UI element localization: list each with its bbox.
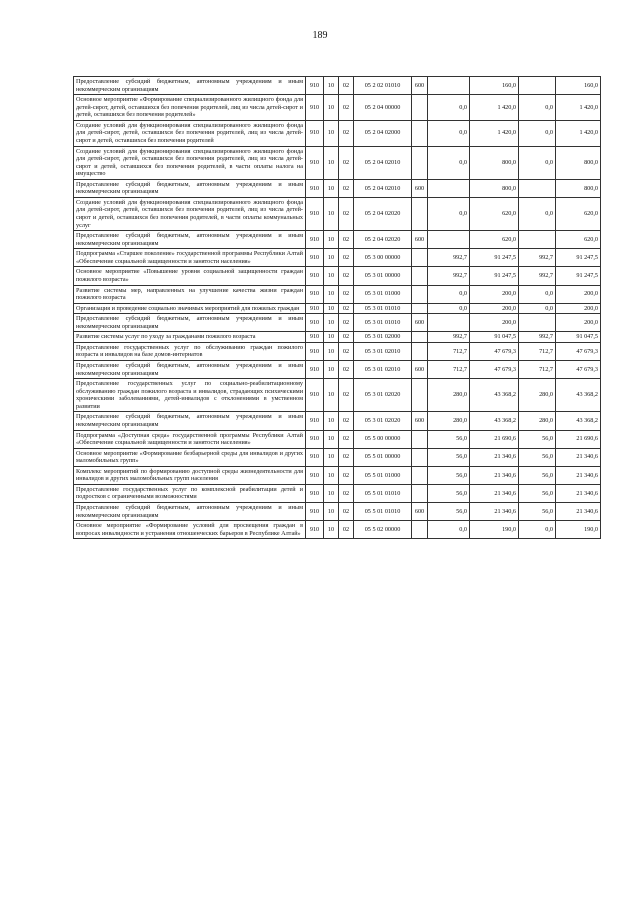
cell-amount-2: 160,0 — [470, 77, 519, 95]
cell-grbs: 910 — [306, 379, 324, 412]
row-name: Предоставление субсидий бюджетным, автономным учреждениям и иным некоммерческим организациям — [74, 179, 306, 197]
cell-expense-type — [412, 466, 428, 484]
row-name: Предоставление субсидий бюджетным, автономным учреждениям и иным некоммерческим организациям — [74, 77, 306, 95]
cell-subsection: 02 — [339, 95, 354, 121]
cell-grbs: 910 — [306, 314, 324, 332]
cell-target-article: 05 3 00 00000 — [354, 249, 412, 267]
cell-target-article: 05 3 01 02010 — [354, 342, 412, 360]
table-row — [74, 314, 601, 332]
cell-subsection: 02 — [339, 77, 354, 95]
table-row — [74, 412, 601, 430]
row-name: Организация и проведение социально значимых мероприятий для пожилых граждан — [74, 303, 306, 314]
cell-amount-2: 200,0 — [470, 314, 519, 332]
cell-amount-1: 280,0 — [428, 379, 470, 412]
cell-amount-4: 21 340,6 — [556, 484, 601, 502]
cell-amount-2: 21 340,6 — [470, 484, 519, 502]
cell-section: 10 — [324, 448, 339, 466]
cell-target-article: 05 3 01 02000 — [354, 332, 412, 343]
table-row — [74, 342, 601, 360]
cell-amount-2: 800,0 — [470, 179, 519, 197]
cell-grbs: 910 — [306, 342, 324, 360]
cell-section: 10 — [324, 521, 339, 539]
cell-amount-3: 280,0 — [519, 412, 556, 430]
cell-grbs: 910 — [306, 521, 324, 539]
cell-grbs: 910 — [306, 77, 324, 95]
cell-amount-3: 0,0 — [519, 285, 556, 303]
cell-amount-3: 992,7 — [519, 267, 556, 285]
cell-amount-1: 712,7 — [428, 361, 470, 379]
cell-amount-2: 91 247,5 — [470, 267, 519, 285]
cell-amount-3 — [519, 179, 556, 197]
cell-amount-1: 992,7 — [428, 332, 470, 343]
cell-amount-3: 56,0 — [519, 503, 556, 521]
cell-amount-1 — [428, 231, 470, 249]
table-row — [74, 379, 601, 412]
cell-amount-2: 620,0 — [470, 197, 519, 230]
cell-expense-type: 600 — [412, 314, 428, 332]
row-name: Создание условий для функционирования специализированного жилищного фонда для детей-сирот, детей, оставшихся без попечения родителей, лиц из числа детей-сирот и детей, оставшихся без попечения родителей, в части оплаты коммунальных услуг — [74, 197, 306, 230]
row-name: Основное мероприятие «Формирование условий для просвещения граждан в вопросах инвалидности и устранения отношенческих барьеров в Республике Алтай» — [74, 521, 306, 539]
cell-subsection: 02 — [339, 285, 354, 303]
cell-expense-type — [412, 285, 428, 303]
cell-section: 10 — [324, 249, 339, 267]
cell-grbs: 910 — [306, 361, 324, 379]
cell-amount-3: 712,7 — [519, 342, 556, 360]
cell-target-article: 05 3 01 00000 — [354, 267, 412, 285]
cell-grbs: 910 — [306, 448, 324, 466]
cell-amount-4: 200,0 — [556, 314, 601, 332]
cell-amount-1: 712,7 — [428, 342, 470, 360]
cell-expense-type: 600 — [412, 412, 428, 430]
cell-amount-3: 712,7 — [519, 361, 556, 379]
cell-subsection: 02 — [339, 484, 354, 502]
cell-grbs: 910 — [306, 249, 324, 267]
page-number: 189 — [312, 30, 328, 41]
cell-amount-1: 56,0 — [428, 484, 470, 502]
cell-amount-1: 0,0 — [428, 146, 470, 179]
row-name: Создание условий для функционирования специализированного жилищного фонда для детей-сирот, детей, оставшихся без попечения родителей, лиц из числа детей-сирот и детей, оставшихся без попечения родителей, в части оплаты налога на имущество — [74, 146, 306, 179]
cell-expense-type: 600 — [412, 231, 428, 249]
cell-expense-type — [412, 249, 428, 267]
cell-amount-4: 21 340,6 — [556, 448, 601, 466]
cell-amount-4: 91 247,5 — [556, 249, 601, 267]
row-name: Предоставление субсидий бюджетным, автономным учреждениям и иным некоммерческим организациям — [74, 314, 306, 332]
cell-target-article: 05 3 01 01010 — [354, 303, 412, 314]
cell-amount-4: 200,0 — [556, 303, 601, 314]
cell-target-article: 05 5 01 01010 — [354, 503, 412, 521]
row-name: Предоставление субсидий бюджетным, автономным учреждениям и иным некоммерческим организациям — [74, 361, 306, 379]
cell-target-article: 05 2 04 02010 — [354, 146, 412, 179]
cell-amount-3: 0,0 — [519, 146, 556, 179]
cell-amount-3 — [519, 77, 556, 95]
cell-section: 10 — [324, 285, 339, 303]
cell-subsection: 02 — [339, 521, 354, 539]
cell-subsection: 02 — [339, 314, 354, 332]
cell-amount-4: 620,0 — [556, 231, 601, 249]
cell-subsection: 02 — [339, 197, 354, 230]
cell-grbs: 910 — [306, 231, 324, 249]
cell-target-article: 05 3 01 01000 — [354, 285, 412, 303]
cell-grbs: 910 — [306, 267, 324, 285]
cell-grbs: 910 — [306, 197, 324, 230]
cell-amount-4: 47 679,3 — [556, 342, 601, 360]
cell-section: 10 — [324, 231, 339, 249]
cell-amount-1: 0,0 — [428, 303, 470, 314]
row-name: Предоставление государственных услуг по социально-реабилитационному обслуживанию граждан пожилого возраста и инвалидов, страдающих психическими хроническими заболеваниями, детей-инвалидов с отклонениями в умственном развитии — [74, 379, 306, 412]
table-row — [74, 285, 601, 303]
cell-expense-type — [412, 197, 428, 230]
cell-amount-2: 200,0 — [470, 303, 519, 314]
table-row — [74, 430, 601, 448]
cell-amount-3 — [519, 314, 556, 332]
cell-section: 10 — [324, 314, 339, 332]
cell-amount-2: 91 247,5 — [470, 249, 519, 267]
cell-expense-type — [412, 267, 428, 285]
cell-grbs: 910 — [306, 303, 324, 314]
cell-grbs: 910 — [306, 120, 324, 146]
cell-expense-type — [412, 484, 428, 502]
cell-amount-2: 1 420,0 — [470, 95, 519, 121]
cell-subsection: 02 — [339, 503, 354, 521]
cell-section: 10 — [324, 503, 339, 521]
cell-target-article: 05 2 04 02000 — [354, 120, 412, 146]
cell-amount-2: 43 368,2 — [470, 379, 519, 412]
table-row — [74, 77, 601, 95]
cell-amount-2: 800,0 — [470, 146, 519, 179]
cell-target-article: 05 2 04 02020 — [354, 231, 412, 249]
cell-subsection: 02 — [339, 448, 354, 466]
cell-target-article: 05 2 04 02020 — [354, 197, 412, 230]
cell-expense-type: 600 — [412, 179, 428, 197]
cell-subsection: 02 — [339, 361, 354, 379]
cell-target-article: 05 5 01 01000 — [354, 466, 412, 484]
cell-section: 10 — [324, 412, 339, 430]
cell-subsection: 02 — [339, 379, 354, 412]
row-name: Предоставление субсидий бюджетным, автономным учреждениям и иным некоммерческим организациям — [74, 412, 306, 430]
cell-target-article: 05 2 02 01010 — [354, 77, 412, 95]
cell-subsection: 02 — [339, 412, 354, 430]
table-row — [74, 521, 601, 539]
cell-section: 10 — [324, 95, 339, 121]
cell-amount-1: 0,0 — [428, 285, 470, 303]
cell-section: 10 — [324, 146, 339, 179]
cell-section: 10 — [324, 332, 339, 343]
cell-amount-1 — [428, 314, 470, 332]
table-row — [74, 466, 601, 484]
cell-section: 10 — [324, 197, 339, 230]
cell-amount-3: 56,0 — [519, 484, 556, 502]
cell-target-article: 05 5 00 00000 — [354, 430, 412, 448]
table-row — [74, 484, 601, 502]
cell-subsection: 02 — [339, 231, 354, 249]
cell-amount-4: 200,0 — [556, 285, 601, 303]
cell-amount-4: 190,0 — [556, 521, 601, 539]
table-row — [74, 332, 601, 343]
cell-amount-1: 0,0 — [428, 197, 470, 230]
row-name: Основное мероприятие «Формирование безбарьерной среды для инвалидов и других маломобильных групп» — [74, 448, 306, 466]
cell-amount-1: 280,0 — [428, 412, 470, 430]
table-row — [74, 303, 601, 314]
cell-grbs: 910 — [306, 146, 324, 179]
cell-amount-4: 43 368,2 — [556, 379, 601, 412]
table-row — [74, 267, 601, 285]
budget-table — [73, 76, 601, 539]
cell-subsection: 02 — [339, 179, 354, 197]
cell-section: 10 — [324, 267, 339, 285]
row-name: Предоставление государственных услуг по комплексной реабилитации детей и подростков с ограниченными возможностями — [74, 484, 306, 502]
cell-target-article: 05 3 01 02010 — [354, 361, 412, 379]
cell-expense-type — [412, 95, 428, 121]
cell-target-article: 05 3 01 02020 — [354, 412, 412, 430]
cell-amount-1: 56,0 — [428, 430, 470, 448]
cell-amount-3: 0,0 — [519, 303, 556, 314]
cell-amount-2: 47 679,3 — [470, 342, 519, 360]
table-row — [74, 197, 601, 230]
cell-amount-4: 1 420,0 — [556, 120, 601, 146]
cell-expense-type — [412, 342, 428, 360]
cell-amount-2: 43 368,2 — [470, 412, 519, 430]
cell-subsection: 02 — [339, 332, 354, 343]
row-name: Развитие системы мер, направленных на улучшение качества жизни граждан пожилого возраста — [74, 285, 306, 303]
cell-amount-1: 0,0 — [428, 521, 470, 539]
cell-amount-3: 280,0 — [519, 379, 556, 412]
cell-subsection: 02 — [339, 466, 354, 484]
cell-amount-3: 56,0 — [519, 430, 556, 448]
cell-amount-1: 56,0 — [428, 448, 470, 466]
cell-grbs: 910 — [306, 412, 324, 430]
cell-amount-4: 21 690,6 — [556, 430, 601, 448]
cell-expense-type — [412, 379, 428, 412]
cell-expense-type — [412, 448, 428, 466]
cell-amount-4: 43 368,2 — [556, 412, 601, 430]
cell-grbs: 910 — [306, 332, 324, 343]
cell-target-article: 05 3 01 01010 — [354, 314, 412, 332]
cell-subsection: 02 — [339, 267, 354, 285]
cell-amount-2: 21 690,6 — [470, 430, 519, 448]
cell-section: 10 — [324, 120, 339, 146]
table-row — [74, 95, 601, 121]
cell-target-article: 05 5 01 00000 — [354, 448, 412, 466]
cell-amount-3: 0,0 — [519, 95, 556, 121]
cell-amount-1: 56,0 — [428, 466, 470, 484]
cell-grbs: 910 — [306, 430, 324, 448]
cell-amount-2: 620,0 — [470, 231, 519, 249]
cell-amount-1: 0,0 — [428, 95, 470, 121]
cell-amount-3: 0,0 — [519, 197, 556, 230]
cell-amount-2: 1 420,0 — [470, 120, 519, 146]
row-name: Предоставление субсидий бюджетным, автономным учреждениям и иным некоммерческим организациям — [74, 231, 306, 249]
cell-expense-type — [412, 521, 428, 539]
cell-expense-type — [412, 430, 428, 448]
table-row — [74, 448, 601, 466]
cell-amount-3: 992,7 — [519, 332, 556, 343]
cell-target-article: 05 3 01 02020 — [354, 379, 412, 412]
cell-amount-3 — [519, 231, 556, 249]
cell-amount-3: 56,0 — [519, 466, 556, 484]
row-name: Комплекс мероприятий по формированию доступной среды жизнедеятельности для инвалидов и других маломобильных групп населения — [74, 466, 306, 484]
cell-amount-4: 1 420,0 — [556, 95, 601, 121]
cell-amount-4: 620,0 — [556, 197, 601, 230]
row-name: Подпрограмма «Доступная среда» государственной программы Республики Алтай «Обеспечение социальной защищенности и занятости населения» — [74, 430, 306, 448]
cell-subsection: 02 — [339, 120, 354, 146]
cell-target-article: 05 5 02 00000 — [354, 521, 412, 539]
row-name: Основное мероприятие «Формирование специализированного жилищного фонда для детей-сирот, детей, оставшихся без попечения родителей, лиц из числа детей-сирот и детей, оставшихся без попечения родителей» — [74, 95, 306, 121]
cell-amount-3: 56,0 — [519, 448, 556, 466]
cell-section: 10 — [324, 342, 339, 360]
cell-amount-3: 0,0 — [519, 521, 556, 539]
cell-amount-2: 21 340,6 — [470, 466, 519, 484]
cell-amount-2: 21 340,6 — [470, 503, 519, 521]
cell-expense-type: 600 — [412, 361, 428, 379]
cell-grbs: 910 — [306, 484, 324, 502]
cell-expense-type: 600 — [412, 77, 428, 95]
table-row — [74, 231, 601, 249]
cell-amount-3: 0,0 — [519, 120, 556, 146]
cell-amount-2: 21 340,6 — [470, 448, 519, 466]
cell-grbs: 910 — [306, 95, 324, 121]
cell-expense-type: 600 — [412, 503, 428, 521]
cell-subsection: 02 — [339, 342, 354, 360]
cell-section: 10 — [324, 466, 339, 484]
row-name: Подпрограмма «Старшее поколение» государственной программы Республики Алтай «Обеспечение социальной защищенности и занятости населения» — [74, 249, 306, 267]
cell-section: 10 — [324, 379, 339, 412]
cell-amount-1: 56,0 — [428, 503, 470, 521]
cell-expense-type — [412, 120, 428, 146]
table-row — [74, 179, 601, 197]
cell-subsection: 02 — [339, 146, 354, 179]
cell-grbs: 910 — [306, 466, 324, 484]
table-row — [74, 249, 601, 267]
cell-amount-2: 47 679,3 — [470, 361, 519, 379]
cell-target-article: 05 2 04 00000 — [354, 95, 412, 121]
cell-amount-4: 21 340,6 — [556, 466, 601, 484]
row-name: Предоставление государственных услуг по обслуживанию граждан пожилого возраста и инвалидов на базе домов-интернатов — [74, 342, 306, 360]
cell-section: 10 — [324, 430, 339, 448]
cell-section: 10 — [324, 77, 339, 95]
row-name: Основное мероприятие «Повышение уровня социальной защищенности граждан пожилого возраста» — [74, 267, 306, 285]
cell-amount-1: 992,7 — [428, 267, 470, 285]
cell-target-article: 05 2 04 02010 — [354, 179, 412, 197]
table-row — [74, 503, 601, 521]
cell-amount-4: 47 679,3 — [556, 361, 601, 379]
cell-subsection: 02 — [339, 430, 354, 448]
cell-expense-type — [412, 332, 428, 343]
cell-amount-4: 21 340,6 — [556, 503, 601, 521]
cell-amount-4: 91 047,5 — [556, 332, 601, 343]
cell-amount-2: 190,0 — [470, 521, 519, 539]
cell-amount-1 — [428, 77, 470, 95]
table-row — [74, 120, 601, 146]
cell-amount-2: 200,0 — [470, 285, 519, 303]
row-name: Предоставление субсидий бюджетным, автономным учреждениям и иным некоммерческим организациям — [74, 503, 306, 521]
cell-amount-1: 992,7 — [428, 249, 470, 267]
cell-amount-4: 160,0 — [556, 77, 601, 95]
cell-amount-3: 992,7 — [519, 249, 556, 267]
cell-amount-1: 0,0 — [428, 120, 470, 146]
table-row — [74, 146, 601, 179]
cell-section: 10 — [324, 179, 339, 197]
cell-subsection: 02 — [339, 249, 354, 267]
cell-amount-1 — [428, 179, 470, 197]
cell-section: 10 — [324, 303, 339, 314]
cell-amount-4: 800,0 — [556, 146, 601, 179]
cell-section: 10 — [324, 361, 339, 379]
cell-subsection: 02 — [339, 303, 354, 314]
table-row — [74, 361, 601, 379]
row-name: Создание условий для функционирования специализированного жилищного фонда для детей-сирот, детей, оставшихся без попечения родителей, лиц из числа детей-сирот и детей, оставшихся без попечения родителей — [74, 120, 306, 146]
cell-expense-type — [412, 146, 428, 179]
cell-amount-4: 91 247,5 — [556, 267, 601, 285]
cell-grbs: 910 — [306, 179, 324, 197]
cell-section: 10 — [324, 484, 339, 502]
cell-grbs: 910 — [306, 503, 324, 521]
table-body — [74, 77, 601, 539]
cell-amount-4: 800,0 — [556, 179, 601, 197]
cell-target-article: 05 5 01 01010 — [354, 484, 412, 502]
cell-expense-type — [412, 303, 428, 314]
cell-grbs: 910 — [306, 285, 324, 303]
cell-amount-2: 91 047,5 — [470, 332, 519, 343]
row-name: Развитие системы услуг по уходу за гражданами пожилого возраста — [74, 332, 306, 343]
